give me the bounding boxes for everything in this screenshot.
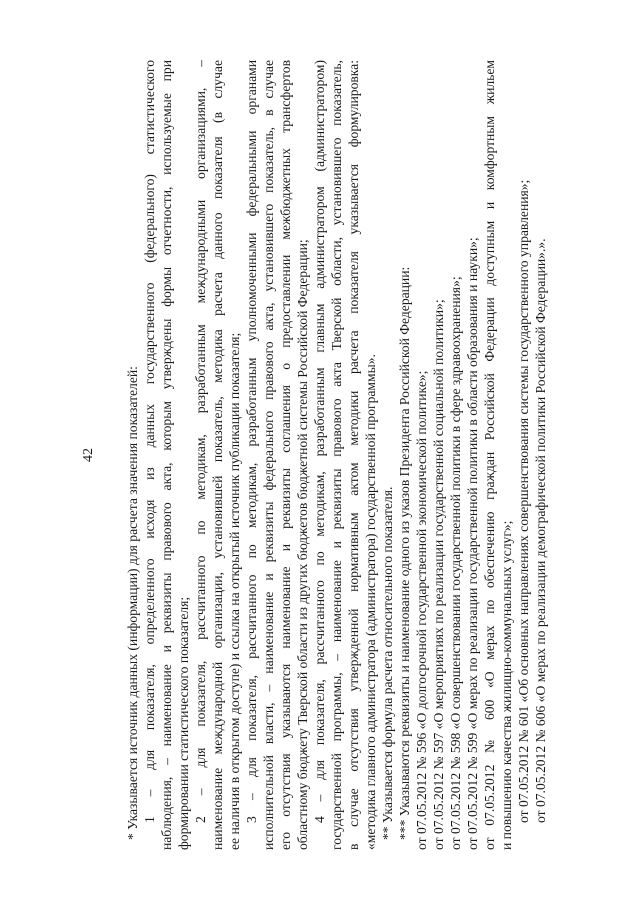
- decree-line: от 07.05.2012 № 601 «Об основных направлениях совершенствования системы государственного управления»;: [516, 179, 531, 823]
- footnote-line: наблюдения, – наименование и реквизиты правового акта, которым утверждены формы отчетности, используемые при: [159, 60, 174, 850]
- footnote-line: *** Указываются реквизиты и наименование одного из указов Президента Российской Федерации:: [397, 266, 412, 840]
- footnote-line: областному бюджету Тверской области из других бюджетов бюджетной системы Российской Федерации;: [295, 239, 310, 850]
- footnote-line: «методика главного администратора (администратора) государственной программы».: [363, 354, 378, 850]
- footnote-line: 2 – для показателя, рассчитанного по методикам, разработанным международными организациями, –: [193, 60, 208, 823]
- page-number: 42: [81, 448, 96, 462]
- footnote-line: наименование международной организации, установившей показатель, методика расчета данного показателя (в случае: [210, 60, 225, 850]
- footnote-line: государственной программы, – наименование и реквизиты правового акта Тверской области, установившего показатель,: [329, 60, 344, 850]
- footnote-line: 4 – для показателя, рассчитанного по методикам, разработанным главным администратором (администратором): [312, 60, 327, 823]
- decree-line: от 07.05.2012 № 600 «О мерах по обеспечению граждан Российской Федерации доступным и комфортным жильем: [482, 60, 497, 850]
- decree-line: от 07.05.2012 № 599 «О мерах по реализации государственной политики в области образования и науки»;: [465, 237, 480, 850]
- footnote-line: 3 – для показателя, рассчитанного по методикам, разработанным уполномоченными федеральными органами: [244, 60, 259, 823]
- decree-line: и повышению качества жилищно-коммунальных услуг»;: [499, 520, 514, 850]
- footnote-line: формировании статистического показателя;: [176, 596, 191, 850]
- footnote-line: исполнительной власти, – наименование и реквизиты федерального правового акта, установившего показатель, в случае: [261, 60, 276, 850]
- decree-line: от 07.05.2012 № 597 «О мероприятиях по реализации государственной социальной политики»;: [431, 299, 446, 850]
- rotated-text-block: [80, 25, 550, 850]
- footnote-line: в случае отсутствия утвержденной нормативным актом методики расчета показателя указывается формулировка:: [346, 60, 361, 850]
- decree-line: от 07.05.2012 № 606 «О мерах по реализации демографической политики Российской Федерации».».: [533, 238, 548, 823]
- footnote-line: 1 – для показателя, определенного исходя из данных государственного (федерального) статистического: [142, 60, 157, 823]
- footnote-line: * Указывается источник данных (информации) для расчета значения показателей:: [125, 366, 140, 840]
- decree-line: от 07.05.2012 № 598 «О совершенствовании государственной политики в сфере здравоохранения»;: [448, 276, 463, 850]
- footnote-line: его отсутствия указываются наименование и реквизиты соглашения о предоставлении межбюджетных трансфертов: [278, 60, 293, 850]
- footnote-line: ** Указывается формула расчета относительного показателя.: [380, 486, 395, 840]
- footnote-line: ее наличия в открытом доступе) и ссылка на открытый источник публикации показателя;: [227, 332, 242, 850]
- decree-line: от 07.05.2012 № 596 «О долгосрочной государственной экономической политике»;: [414, 370, 429, 850]
